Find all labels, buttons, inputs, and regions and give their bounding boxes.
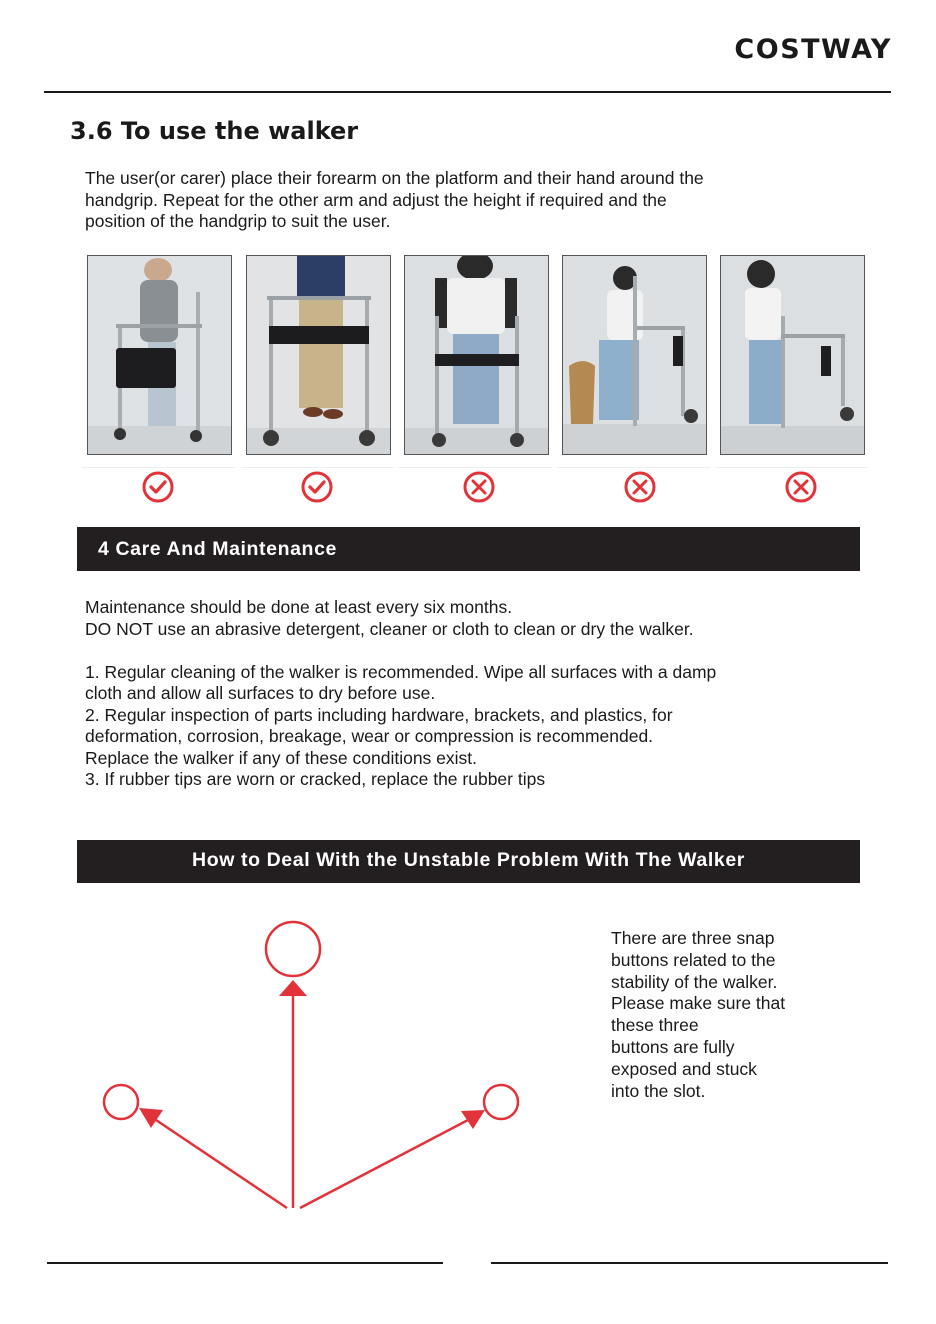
care-maintenance-body — [85, 597, 855, 791]
arrow-up — [279, 980, 307, 1208]
care-line: Maintenance should be done at least every six months. — [85, 597, 513, 617]
care-maintenance-heading-band — [77, 527, 860, 571]
walker-photo-1 — [87, 255, 232, 455]
care-maintenance-heading: 4 Care And Maintenance — [98, 538, 337, 560]
arrow-right — [300, 1110, 485, 1208]
walker-photo-3 — [404, 255, 549, 455]
use-walker-instructions — [85, 168, 865, 233]
note-line: these three — [611, 1015, 699, 1036]
note-line: Please make sure that — [611, 993, 786, 1014]
care-line: 1. Regular cleaning of the walker is recommended. Wipe all surfaces with a damp — [85, 661, 717, 682]
brand-logo: COSTWAY — [734, 34, 892, 65]
care-line: Replace the walker if any of these conditions exist. — [85, 747, 478, 768]
walker-photo-5 — [720, 255, 865, 455]
care-line: DO NOT use an abrasive detergent, cleaner or cloth to clean or dry the walker. — [85, 618, 694, 639]
care-line: 2. Regular inspection of parts including hardware, brackets, and plastics, for — [85, 704, 673, 725]
instruction-line: The user(or carer) place their forearm on the platform and their hand around the — [85, 168, 704, 188]
photo-separator — [82, 467, 235, 468]
note-line: into the slot. — [611, 1080, 706, 1101]
unstable-problem-heading: How to Deal With the Unstable Problem With The Walker — [77, 840, 860, 883]
note-line: There are three snap — [611, 928, 775, 948]
instruction-line: position of the handgrip to suit the user. — [85, 211, 391, 231]
snap-button-marker-top — [266, 922, 320, 976]
snap-button-note — [611, 928, 861, 1102]
cross-circle-icon — [462, 470, 496, 504]
walker-photo-4 — [562, 255, 707, 455]
instruction-line: handgrip. Repeat for the other arm and adjust the height if required and the — [85, 189, 667, 210]
cross-circle-icon — [623, 470, 657, 504]
care-line: cloth and allow all surfaces to dry before use. — [85, 683, 436, 703]
header-divider — [44, 91, 891, 93]
snap-button-marker-left — [104, 1085, 138, 1119]
photo-separator — [399, 467, 552, 468]
cross-circle-icon — [784, 470, 818, 504]
care-line: deformation, corrosion, breakage, wear or compression is recommended. — [85, 726, 654, 746]
photo-separator — [715, 467, 868, 468]
check-circle-icon — [141, 470, 175, 504]
check-circle-icon — [300, 470, 334, 504]
note-line: buttons related to the — [611, 949, 776, 970]
photo-separator — [241, 467, 394, 468]
photo-separator — [557, 467, 710, 468]
note-line: exposed and stuck — [611, 1058, 757, 1079]
care-line: 3. If rubber tips are worn or cracked, replace the rubber tips — [85, 769, 546, 789]
note-line: buttons are fully — [611, 1036, 735, 1057]
arrow-left — [139, 1108, 287, 1208]
walker-photo-2 — [246, 255, 391, 455]
footer-divider-left — [47, 1262, 443, 1264]
snap-button-marker-right — [484, 1085, 518, 1119]
footer-divider-right — [491, 1262, 888, 1264]
note-line: stability of the walker. — [611, 971, 778, 992]
section-title-use-walker: 3.6 To use the walker — [70, 117, 359, 145]
